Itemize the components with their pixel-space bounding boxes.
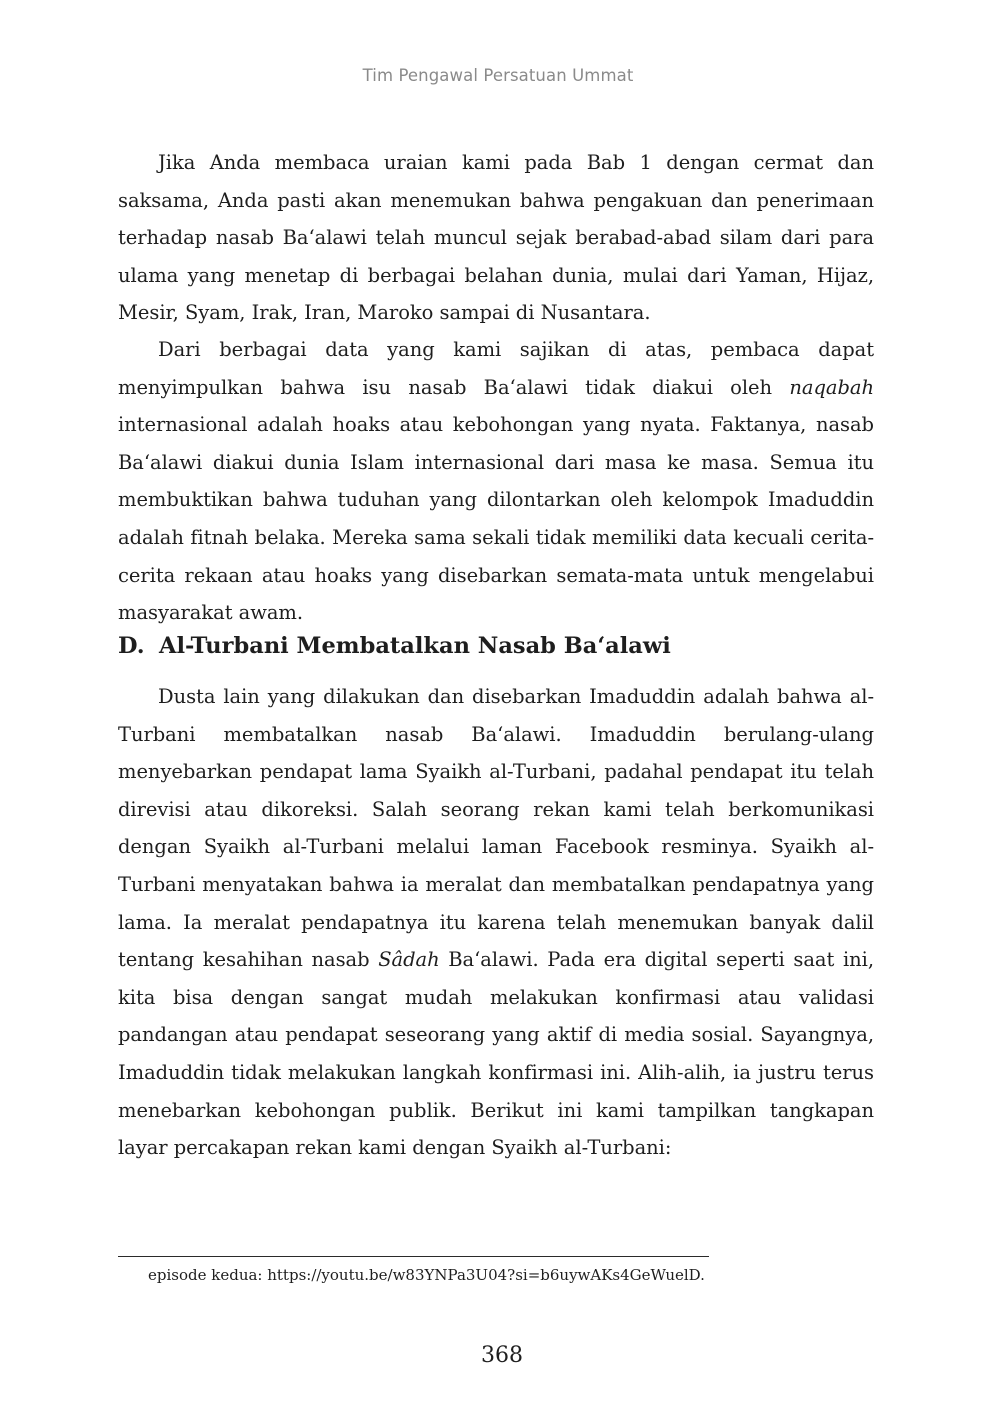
running-header: Tim Pengawal Persatuan Ummat xyxy=(362,66,634,85)
page-number: 368 xyxy=(481,1343,523,1368)
footnote-divider xyxy=(118,1256,709,1257)
italic-term-naqabah: naqabah xyxy=(789,375,874,399)
italic-term-sadah: Sâdah xyxy=(378,948,440,972)
footnote: episode kedua: https://youtu.be/w83YNPa3U04?si=b6uywAKs4GeWuelD. xyxy=(148,1266,705,1284)
paragraph-intro: Jika Anda membaca uraian kami pada Bab 1 dengan cermat dan saksama, Anda pasti akan menemukan bahwa pengakuan dan penerimaan terhadap nasab Ba‘alawi telah muncul sejak berabad-abad silam dari para ulama yang menetap di berbagai belahan dunia, mulai dari Yaman, Hijaz, Mesir, Syam, Irak, Iran, Maroko sampai di Nusantara. xyxy=(118,151,874,325)
paragraph-conclusion-text-b: internasional adalah hoaks atau kebohongan yang nyata. Faktanya, nasab Ba‘alawi diakui dunia Islam internasional dari masa ke masa. Semua itu membuktikan bahwa tuduhan yang dilontarkan oleh kelompok Imaduddin adalah fitnah belaka. Mereka sama sekali tidak memiliki data kecuali cerita-cerita rekaan atau hoaks yang disebarkan semata-mata untuk mengelabui masyarakat awam. xyxy=(118,413,874,625)
section-letter: D. xyxy=(118,633,145,659)
paragraph-turbani-text-b: Ba‘alawi. Pada era digital seperti saat ini, kita bisa dengan sangat mudah melakukan konfirmasi atau validasi pandangan atau pendapat seseorang yang aktif di media sosial. Sayangnya, Imaduddin tidak melakukan langkah konfirmasi ini. Alih-alih, ia justru terus menebarkan kebohongan publik. Berikut ini kami tampilkan tangkapan layar percakapan rekan kami dengan Syaikh al-Turbani: xyxy=(118,948,874,1160)
paragraph-turbani xyxy=(118,678,874,1167)
paragraph-conclusion xyxy=(118,331,874,632)
paragraph-conclusion-text-a: Dari berbagai data yang kami sajikan di atas, pembaca dapat menyimpulkan bahwa isu nasab Ba‘alawi tidak diakui oleh xyxy=(118,338,874,399)
section-title: Al-Turbani Membatalkan Nasab Ba‘alawi xyxy=(159,633,671,659)
paragraph-turbani-text-a: Dusta lain yang dilakukan dan disebarkan Imaduddin adalah bahwa al-Turbani membatalkan nasab Ba‘alawi. Imaduddin berulang-ulang menyebarkan pendapat lama Syaikh al-Turbani, padahal pendapat itu telah direvisi atau dikoreksi. Salah seorang rekan kami telah berkomunikasi dengan Syaikh al-Turbani melalui laman Facebook resminya. Syaikh al-Turbani menyatakan bahwa ia meralat dan membatalkan pendapatnya yang lama. Ia meralat pendapatnya itu karena telah menemukan banyak dalil tentang kesahihan nasab xyxy=(118,685,874,972)
section-heading xyxy=(118,633,671,659)
